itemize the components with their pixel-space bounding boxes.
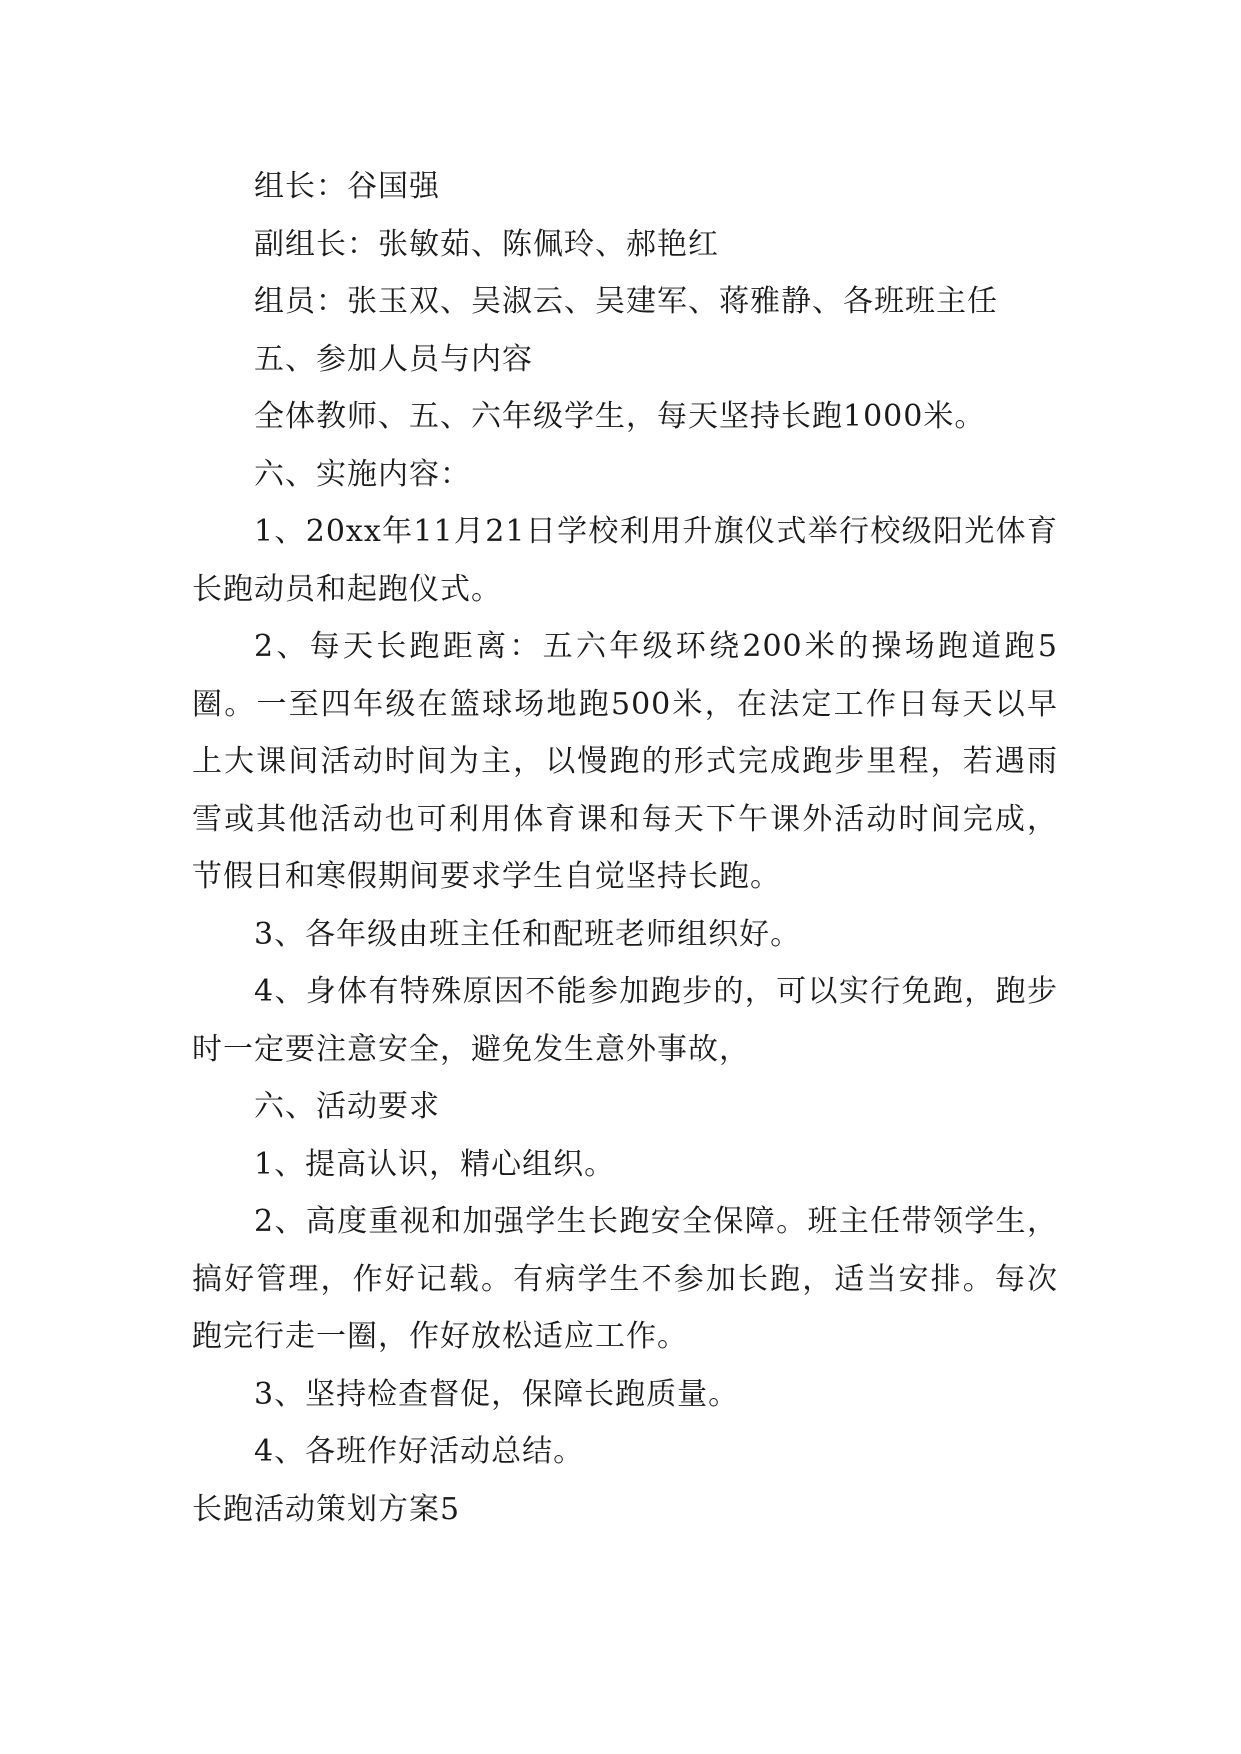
paragraph-requirement-2: 2、高度重视和加强学生长跑安全保障。班主任带领学生，搞好管理，作好记载。有病学生不参加长跑，适当安排。每次跑完行走一圈，作好放松适应工作。 — [192, 1204, 1058, 1354]
paragraph-requirement-3: 3、坚持检查督促，保障长跑质量。 — [254, 1376, 740, 1412]
paragraph-implementation-1: 1、20xx年11月21日学校利用升旗仪式举行校级阳光体育长跑动员和起跑仪式。 — [192, 514, 1058, 607]
paragraph-implementation-2: 2、每天长跑距离：五六年级环绕200米的操场跑道跑5圈。一至四年级在篮球场地跑500米，在法定工作日每天以早上大课间活动时间为主，以慢跑的形式完成跑步里程，若遇雨雪或其他活动也可利用体育课和每天下午课外活动时间完成，节假日和寒假期间要求学生自觉坚持长跑。 — [192, 629, 1058, 894]
paragraph-requirement-4: 4、各班作好活动总结。 — [254, 1434, 585, 1469]
section-heading-participants: 五、参加人员与内容 — [254, 341, 533, 377]
paragraph-deputy-leaders: 副组长：张敏茹、陈佩玲、郝艳红 — [254, 226, 719, 262]
paragraph-members: 组员：张玉双、吴淑云、吴建军、蒋雅静、各班班主任 — [254, 284, 998, 319]
paragraph-implementation-4: 4、身体有特殊原因不能参加跑步的，可以实行免跑，跑步时一定要注意安全，避免发生意外事故， — [192, 974, 1058, 1067]
paragraph-requirement-1: 1、提高认识，精心组织。 — [254, 1146, 616, 1182]
section-heading-implementation: 六、实施内容： — [254, 456, 471, 492]
paragraph-implementation-3: 3、各年级由班主任和配班老师组织好。 — [254, 916, 802, 952]
document-body — [192, 158, 1058, 1538]
paragraph-group-leader: 组长：谷国强 — [254, 169, 440, 204]
section-heading-requirements: 六、活动要求 — [254, 1089, 440, 1124]
paragraph-participants: 全体教师、五、六年级学生，每天坚持长跑1000米。 — [254, 399, 986, 434]
next-section-title: 长跑活动策划方案5 — [192, 1491, 461, 1527]
